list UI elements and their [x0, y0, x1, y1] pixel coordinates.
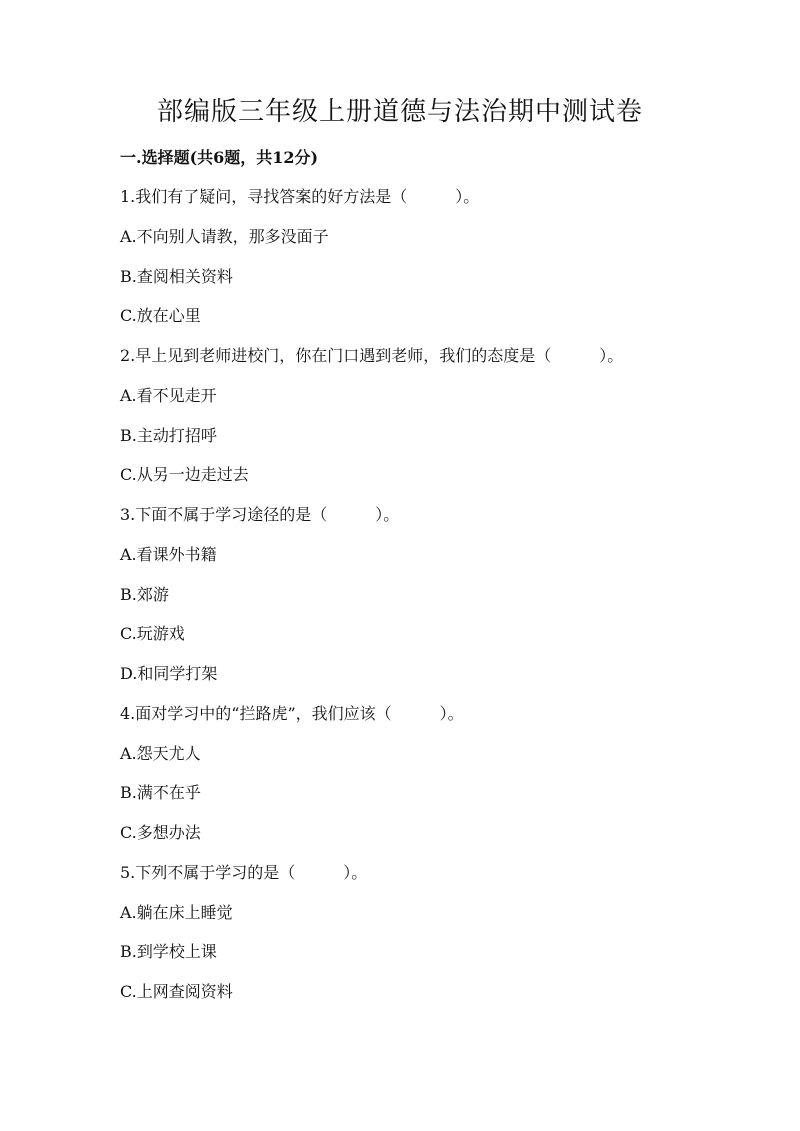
question-5-option-b: B.到学校上课 — [120, 942, 217, 961]
question-3-option-c: C.玩游戏 — [120, 624, 185, 643]
question-3-option-b: B.郊游 — [120, 585, 169, 604]
page-title: 部编版三年级上册道德与法治期中测试卷 — [156, 97, 643, 127]
question-2-option-a: A.看不见走开 — [120, 386, 217, 405]
question-4-option-b: B.满不在乎 — [120, 783, 201, 802]
question-2-option-c: C.从另一边走过去 — [120, 465, 249, 484]
question-3-option-a: A.看课外书籍 — [120, 545, 217, 564]
section-heading: 一.选择题(共6题，共12分) — [120, 148, 319, 167]
question-5-option-c: C.上网查阅资料 — [120, 982, 233, 1001]
question-3-stem: 3.下面不属于学习途径的是（ ）。 — [120, 505, 400, 524]
question-4-option-a: A.怨天尤人 — [120, 744, 201, 763]
question-2-stem: 2.早上见到老师进校门，你在门口遇到老师，我们的态度是（ ）。 — [120, 346, 624, 365]
question-3-option-d: D.和同学打架 — [120, 664, 218, 683]
question-1-option-a: A.不向别人请教，那多没面子 — [120, 227, 329, 246]
question-4-option-c: C.多想办法 — [120, 823, 201, 842]
question-1-option-b: B.查阅相关资料 — [120, 267, 233, 286]
question-1-option-c: C.放在心里 — [120, 306, 201, 325]
question-4-stem: 4.面对学习中的“拦路虎”，我们应该（ ）。 — [120, 704, 464, 723]
question-2-option-b: B.主动打招呼 — [120, 426, 217, 445]
question-5-option-a: A.躺在床上睡觉 — [120, 903, 233, 922]
question-5-stem: 5.下列不属于学习的是（ ）。 — [120, 863, 368, 882]
question-1-stem: 1.我们有了疑问，寻找答案的好方法是（ ）。 — [120, 187, 480, 206]
